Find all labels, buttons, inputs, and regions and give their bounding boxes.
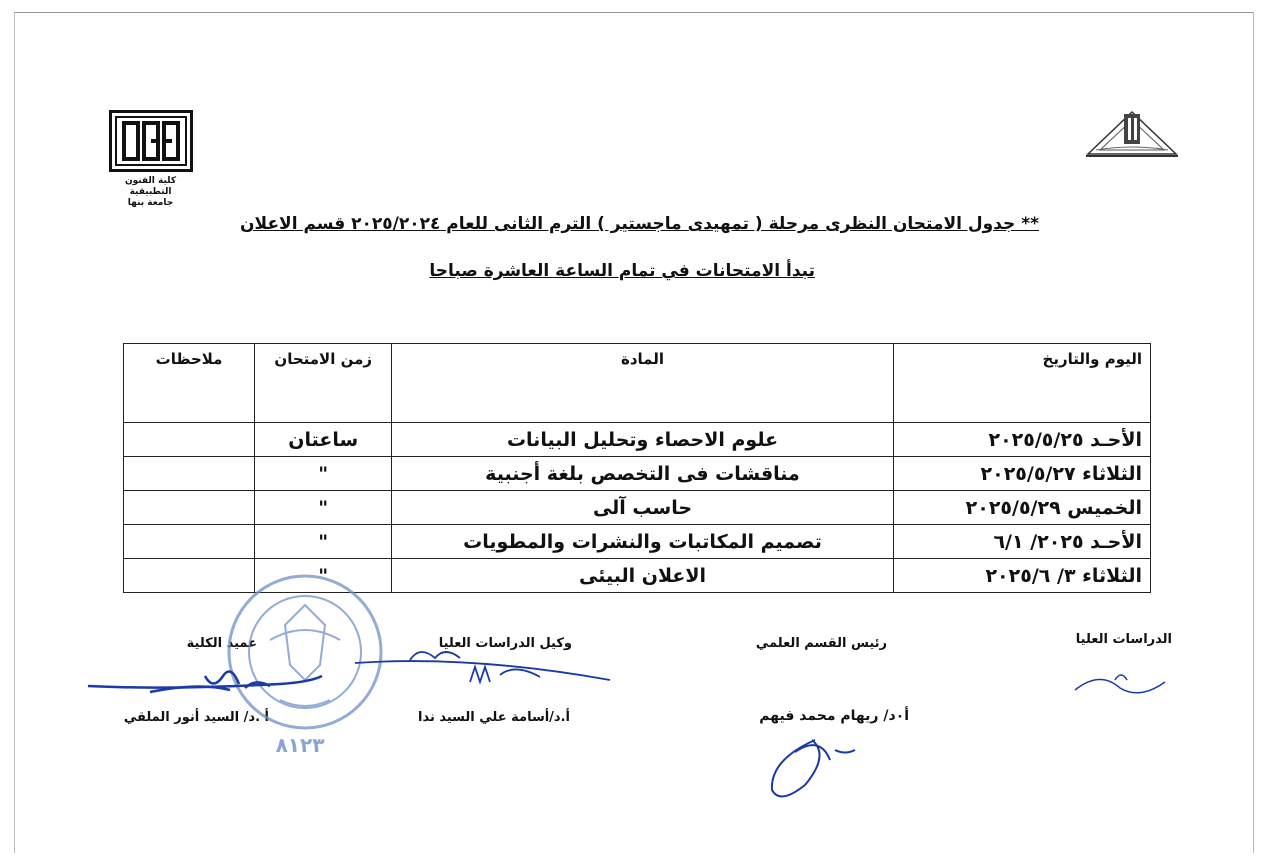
row-date: الأحـد ٢٠٢٥/٥/٢٥ (893, 423, 1150, 457)
sig-name-dept-head: أ٠د/ ريهام محمد فيهم (759, 708, 909, 724)
header-subject: المادة (392, 344, 893, 423)
sig-title-grad-studies: الدراسات العليا (1075, 632, 1172, 647)
row-date: الثلاثاء ٢٠٢٥/٥/٢٧ (893, 457, 1150, 491)
page-subtitle: تبدأ الامتحانات في تمام الساعة العاشرة صباحا (429, 261, 815, 281)
header-duration: زمن الامتحان (255, 344, 392, 423)
row-duration: " (255, 525, 392, 559)
sig-title-dean: عميد الكلية (186, 636, 257, 651)
header-date: اليوم والتاريخ (893, 344, 1150, 423)
row-subject: مناقشات فى التخصص بلغة أجنبية (392, 457, 893, 491)
row-subject: تصميم المكاتبات والنشرات والمطويات (392, 525, 893, 559)
sig-name-dean: أ .د/ السيد أنور الملقي (123, 710, 269, 725)
page-title: ** جدول الامتحان النظرى مرحلة ( تمهيدى ماجستير ) الترم الثانى للعام ٢٠٢٥/٢٠٢٤ قسم الاعلان (240, 214, 1039, 234)
official-stamp-icon (229, 576, 381, 728)
grad-studies-signature-icon (1075, 679, 1165, 692)
row-duration: " (255, 559, 392, 593)
row-subject: علوم الاحصاء وتحليل البيانات (392, 423, 893, 457)
sig-name-vice-dean: أ.د/أسامة علي السيد ندا (417, 710, 570, 725)
row-date: الخميس ٢٠٢٥/٥/٢٩ (893, 491, 1150, 525)
row-date: الأحـد ٢٠٢٥/ ٦/١ (893, 525, 1150, 559)
sig-title-vice-dean: وكيل الدراسات العليا (438, 636, 572, 651)
row-date: الثلاثاء ٣/ ٢٠٢٥/٦ (893, 559, 1150, 593)
row-duration: ساعتان (255, 423, 392, 457)
stamp-number: ٨١٢٣ (275, 733, 325, 757)
row-subject: حاسب آلى (392, 491, 893, 525)
header-notes: ملاحظات (124, 344, 255, 423)
dept-head-signature-icon (772, 740, 820, 796)
logo-caption-university: جامعة بنها (127, 198, 174, 208)
logo-caption-college: كلية الفنون التطبيقية (124, 176, 177, 197)
sig-title-dept-head: رئيس القسم العلمي (755, 636, 887, 651)
row-duration: " (255, 491, 392, 525)
row-duration: " (255, 457, 392, 491)
row-subject: الاعلان البيئى (392, 559, 893, 593)
